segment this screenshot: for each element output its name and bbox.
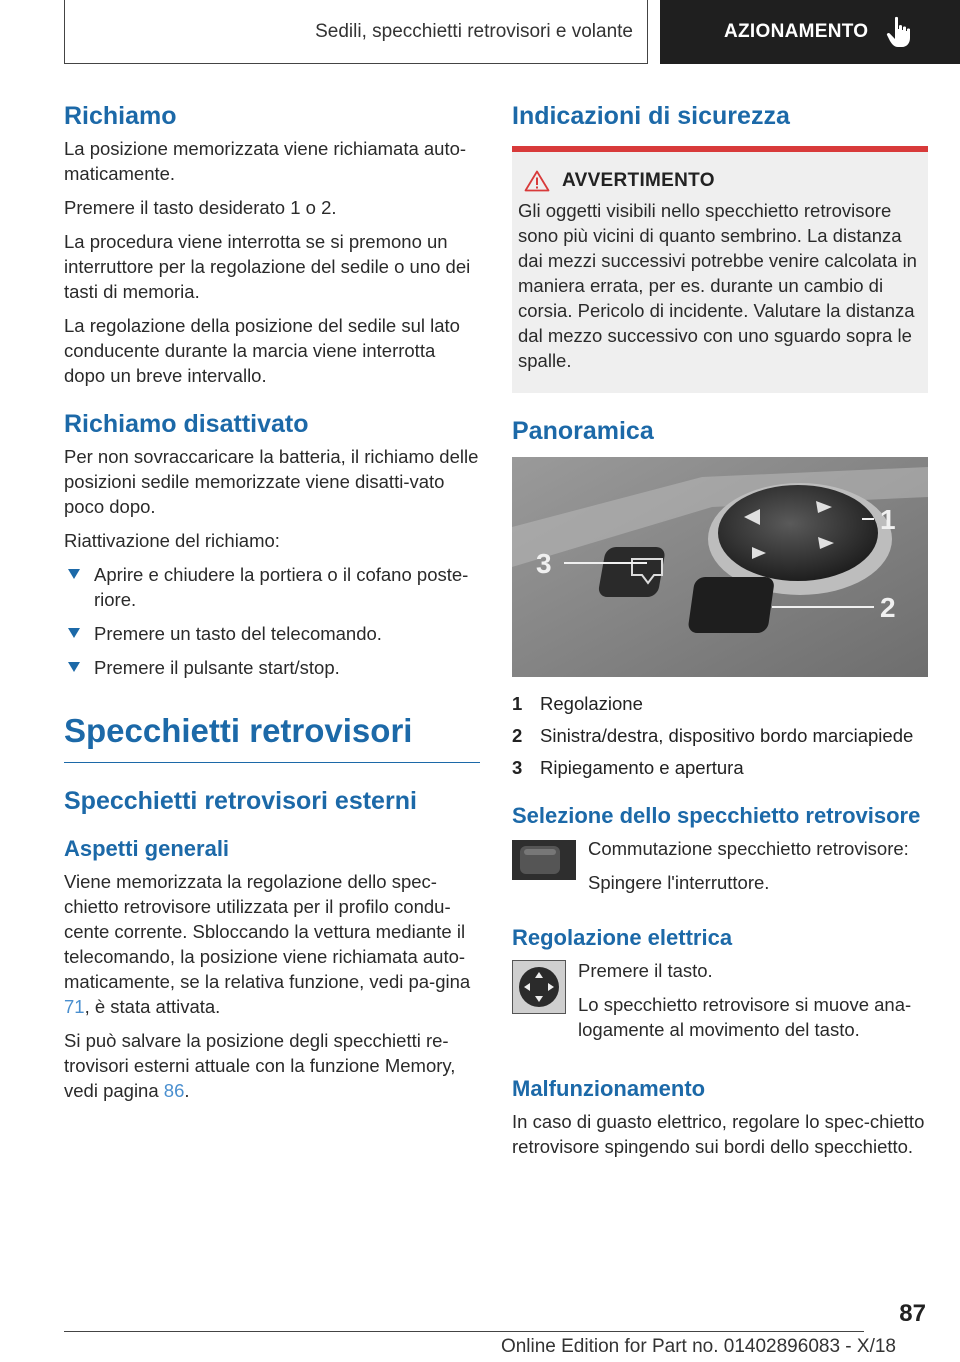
bullet-list [64,562,480,680]
photo-label-1: 1 [880,504,896,535]
photo-label-3: 3 [536,548,552,579]
right-column [512,100,928,1168]
chapter-header [64,0,648,64]
footer-divider [64,1331,864,1332]
left-column [64,100,480,1112]
heading-indicazioni-sicurezza: Indicazioni di sicurezza [512,102,790,130]
heading-regolazione-elettrica: Regolazione elettrica [512,925,733,950]
paragraph: Commutazione specchietto retrovisore: [588,838,909,859]
heading-malfunzionamento: Malfunzionamento [512,1076,706,1101]
warning-text: Gli oggetti visibili nello specchietto retrovisore sono più vicini di quanto sembrino. La distanza dai mezzi successivi potrebbe venire calcolata in maniera errata, per es. durante un cambio di corsia. Pericolo di incidente. Valutare la distanza dal mezzo successivo con uno sguardo sopra le spalle. [518,200,917,371]
page-link-71[interactable]: 71 [64,996,85,1017]
regolazione-row [512,958,928,1051]
heading-richiamo-disattivato: Richiamo disattivato [64,410,309,438]
mirror-adjust-button-icon [512,960,566,1014]
paragraph: La posizione memorizzata viene richiamata auto-maticamente. [64,138,467,184]
legend-item: 2 Sinistra/destra, dispositivo bordo marciapiede [512,725,914,746]
paragraph: Riattivazione del richiamo: [64,530,280,551]
warning-title [518,170,922,192]
legend-item: 1 Regolazione [512,693,643,714]
heading-specchietti-retrovisori: Specchietti retrovisori [64,710,480,763]
warning-triangle-icon [524,170,550,192]
paragraph: Spingere l'interruttore. [588,872,770,893]
paragraph: La regolazione della posizione del sedile sul lato conducente durante la marcia viene interrotta dopo un breve intervallo. [64,315,460,386]
paragraph: La procedura viene interrotta se si premono un interruttore per la regolazione del sedile o uno dei tasti di memoria. [64,231,471,302]
chapter-title: Sedili, specchietti retrovisori e volante [315,20,633,42]
heading-richiamo: Richiamo [64,102,177,130]
heading-aspetti-generali: Aspetti generali [64,836,230,861]
list-item: Aprire e chiudere la portiera o il cofano poste-riore. [64,562,480,612]
paragraph: In caso di guasto elettrico, regolare lo spec-chietto retrovisore spingendo sui bordi dello specchietto. [512,1111,925,1157]
legend-list [512,691,928,780]
hand-pointer-icon [886,16,912,48]
section-header [660,0,960,64]
paragraph: Per non sovraccaricare la batteria, il richiamo delle posizioni sedile memorizzate viene disatti-vato poco dopo. [64,446,479,517]
paragraph: Premere il tasto. [578,960,713,981]
mirror-select-switch-icon [512,840,576,880]
page-number: 87 [899,1300,926,1327]
paragraph: Premere il tasto desiderato 1 o 2. [64,197,337,218]
bullet-triangle-icon [68,662,80,672]
bullet-triangle-icon [68,569,80,579]
mirror-control-photo [512,457,928,677]
warning-box [512,146,928,393]
paragraph: Viene memorizzata la regolazione dello spec-chietto retrovisore utilizzata per il profilo condu-cente corrente. Sbloccando la vettura mediante il telecomando, la posizione viene richiamata auto-maticamente, se la relativa funzione, vedi pa-gina 71, è stata attivata. [64,871,471,1017]
legend-item: 3 Ripiegamento e apertura [512,757,744,778]
section-title: AZIONAMENTO [724,21,869,42]
heading-panoramica: Panoramica [512,417,654,445]
selezione-row [512,836,928,904]
heading-specchietti-esterni: Specchietti retrovisori esterni [64,787,417,815]
list-item: Premere un tasto del telecomando. [64,621,480,646]
warning-label: AVVERTIMENTO [562,170,715,191]
paragraph: Si può salvare la posizione degli specchietti re-trovisori esterni attuale con la funzione Memory, vedi pagina 86. [64,1030,456,1101]
mirror-control-illustration [512,457,928,677]
paragraph: Lo specchietto retrovisore si muove ana-logamente al movimento del tasto. [578,994,912,1040]
footer-edition: Online Edition for Part no. 01402896083 - X/18 [500,1336,896,1357]
page-link-86[interactable]: 86 [163,1080,185,1101]
heading-selezione-specchietto: Selezione dello specchietto retrovisore [512,803,921,828]
bullet-triangle-icon [68,628,80,638]
photo-label-2: 2 [880,592,896,623]
list-item: Premere il pulsante start/stop. [64,655,480,680]
